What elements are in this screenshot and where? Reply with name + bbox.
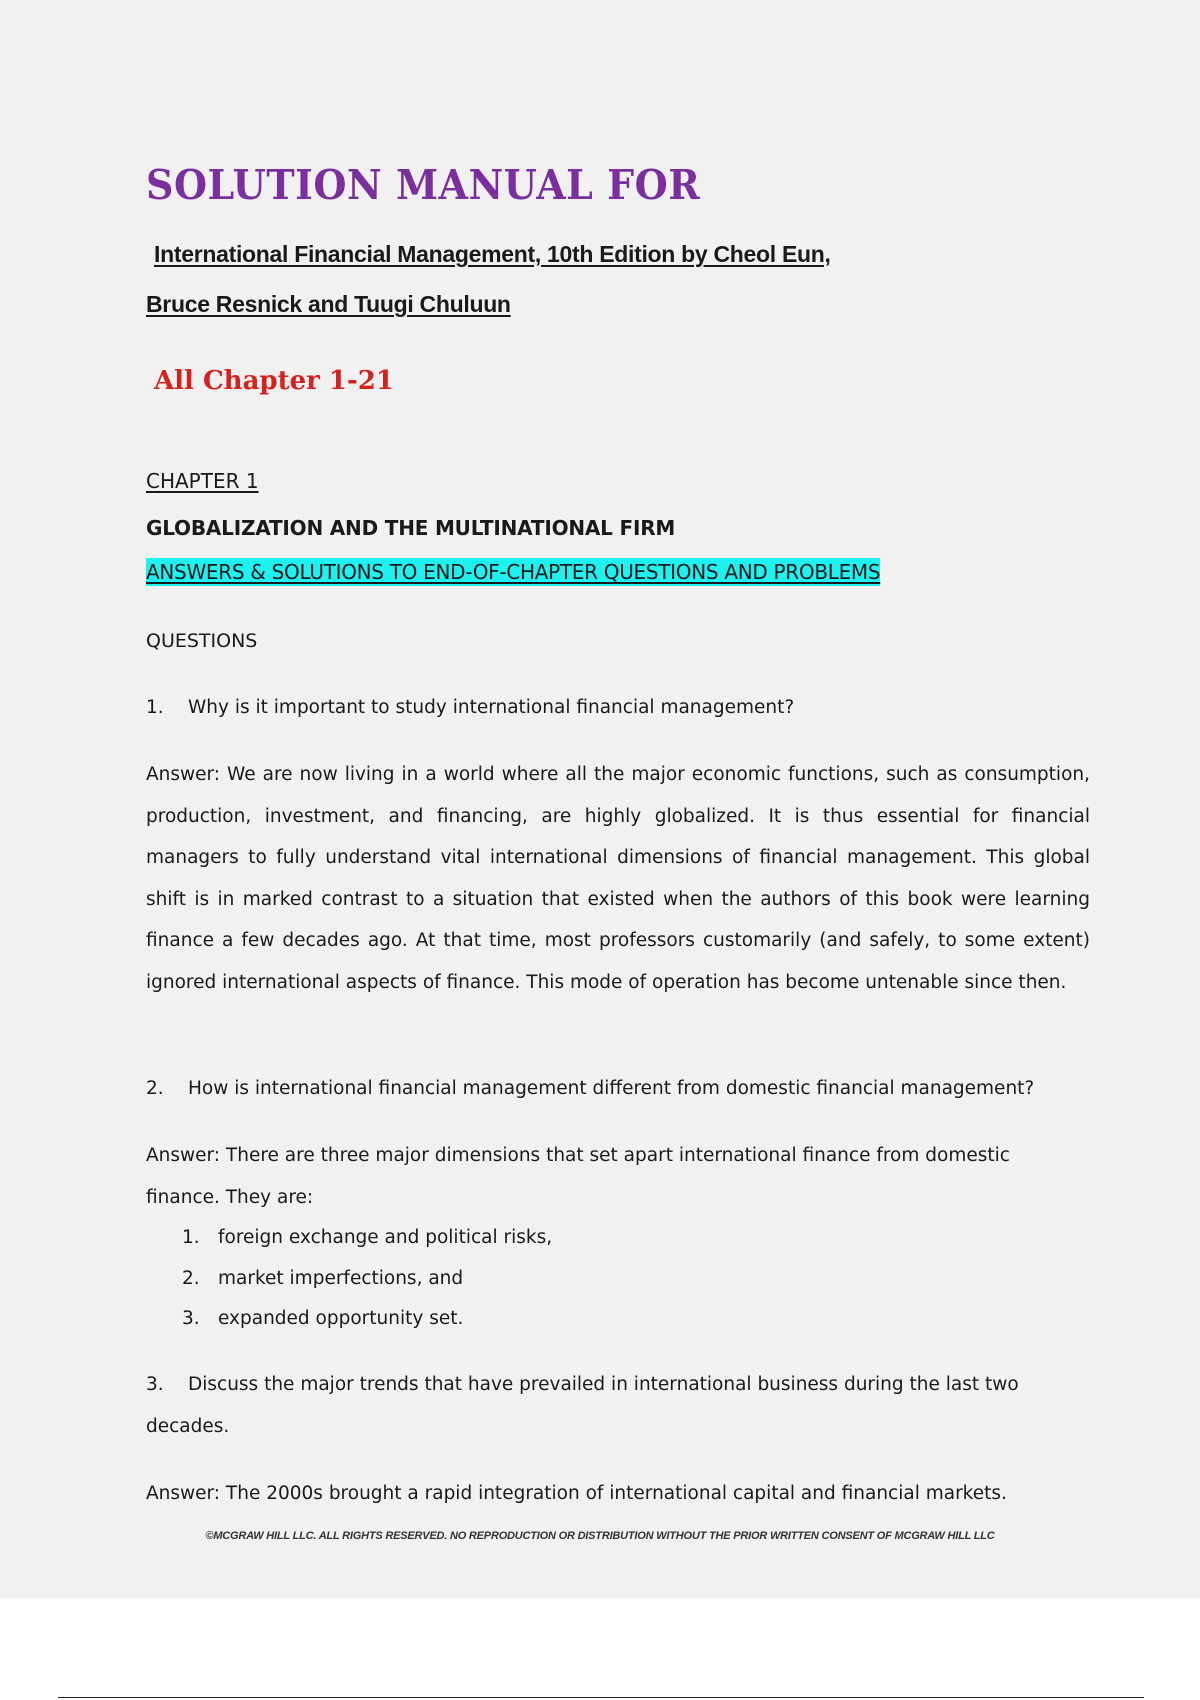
list-item: 1. foreign exchange and political risks, [182, 1227, 553, 1248]
question-number: 1. [146, 697, 164, 718]
question-2 [146, 1068, 1090, 1110]
question-text: How is international financial management different from domestic financial management? [188, 1078, 1035, 1099]
chapter-subtitle-highlight: ANSWERS & SOLUTIONS TO END-OF-CHAPTER QUESTIONS AND PROBLEMS [146, 560, 881, 584]
question-text: Why is it important to study international financial management? [188, 697, 795, 718]
question-number: 3. [146, 1374, 164, 1395]
list-item: 2. market imperfections, and [182, 1267, 464, 1289]
answer-3: Answer: The 2000s brought a rapid integration of international capital and financial markets. [146, 1483, 1007, 1504]
question-text: Discuss the major trends that have prevailed in international business during the last two decades. [146, 1374, 1019, 1437]
question-1 [146, 687, 1090, 729]
chapter-title: GLOBALIZATION AND THE MULTINATIONAL FIRM [146, 516, 676, 540]
answer-1: Answer: We are now living in a world where all the major economic functions, such as consumption, production, investment, and financing, are highly globalized. It is thus essential for financial managers to fully understand vital international dimensions of financial management. This global shift is in marked contrast to a situation that existed when the authors of this book were learning finance a few decades ago. At that time, most professors customarily (and safely, to some extent) ignored international aspects of finance. This mode of operation has become untenable since then. [146, 764, 1090, 993]
chapter-range: All Chapter 1-21 [154, 366, 394, 396]
question-number: 2. [146, 1078, 164, 1099]
answer-2-list [182, 1218, 1082, 1340]
chapter-label: CHAPTER 1 [146, 469, 259, 493]
question-3 [146, 1364, 1046, 1448]
list-item: 3. expanded opportunity set. [182, 1308, 464, 1329]
document-title: SOLUTION MANUAL FOR [146, 160, 701, 209]
book-title-line-2: Bruce Resnick and Tuugi Chuluun [146, 291, 511, 317]
answer-2: Answer: There are three major dimensions that set apart international finance from domestic finance. They are: [146, 1145, 1010, 1208]
page-divider [58, 1697, 1144, 1698]
book-title-line-1: International Financial Management, 10th Edition by Cheol Eun, [154, 241, 831, 267]
copyright-footer: ©MCGRAW HILL LLC. ALL RIGHTS RESERVED. NO REPRODUCTION OR DISTRIBUTION WITHOUT THE PRIOR WRITTEN CONSENT OF MCGRAW HILL LLC [205, 1530, 995, 1542]
questions-heading: QUESTIONS [146, 630, 258, 652]
